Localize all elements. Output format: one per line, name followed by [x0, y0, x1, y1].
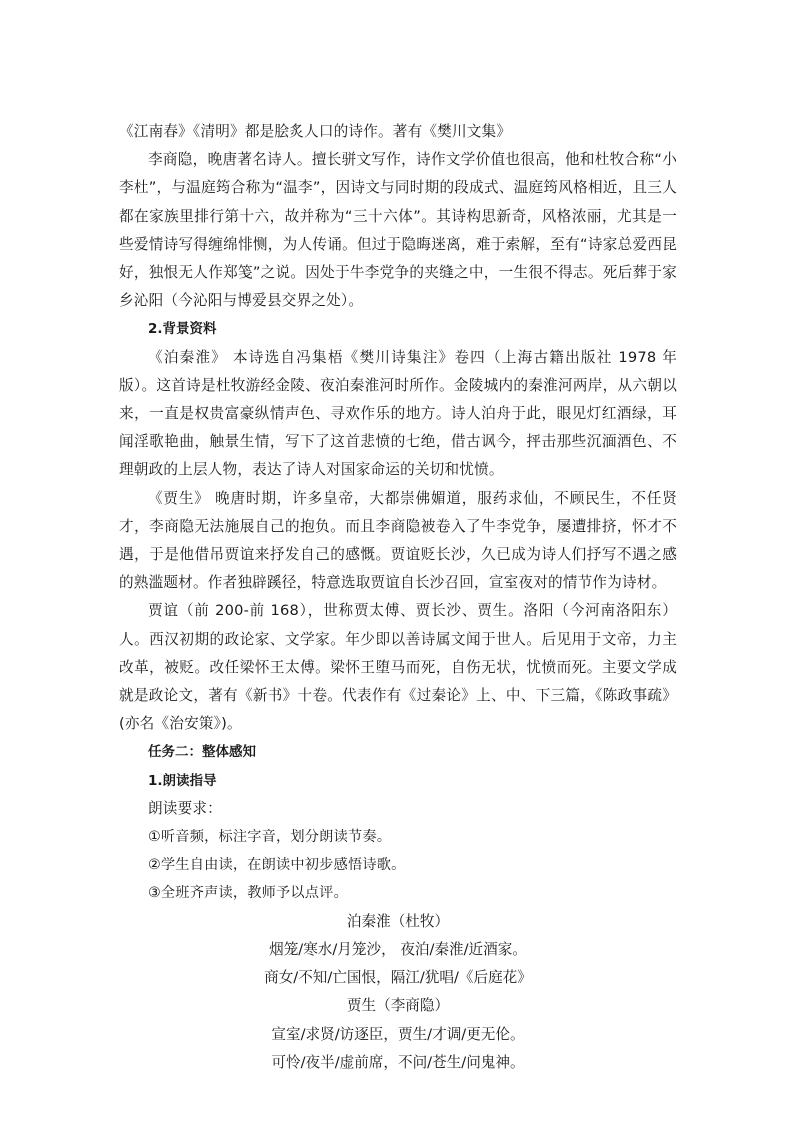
poem-title: 泊秦淮（杜牧） [346, 912, 450, 930]
heading-reading-guide: 1.朗读指导 [148, 772, 217, 789]
requirement-item: ②学生自由读，在朗读中初步感悟诗歌。 [148, 857, 406, 874]
poem-line: 烟笼/寒水/月笼沙， 夜泊/秦淮/近酒家。 [269, 940, 527, 958]
paragraph-jia-sheng-background: 《贾生》 晚唐时期，许多皇帝，大都崇佛媚道，服药求仙，不顾民生，不任贤才，李商隐无法施展自己的抱负。而且李商隐被卷入了牛李党争，屡遭排挤，怀才不遇，于是他借吊贾谊来抒发自己的感慨。贾谊贬长沙，久已成为诗人们抒写不遇之感的熟滥题材。作者独辟蹊径，特意选取贾谊自长沙召回，宣室夜对的情节作为诗材。 [119, 489, 677, 592]
document-body [119, 118, 677, 1077]
poem-line: 可怜/夜半/虚前席，不问/苍生/问鬼神。 [271, 1053, 525, 1071]
paragraph-bo-qinhuai-background: 《泊秦淮》 本诗选自冯集梧《樊川诗集注》卷四（上海古籍出版社 1978 年版）。这首诗是杜牧游经金陵、夜泊秦淮河时所作。金陵城内的秦淮河两岸，从六朝以来，一直是权贵富豪纵情声色、寻欢作乐的地方。诗人泊舟于此，眼见灯红酒绿，耳闻淫歌艳曲，触景生情，写下了这首悲愤的七绝，借古讽今，抨击那些沉湎酒色、不理朝政的上层人物，表达了诗人对国家命运的关切和忧愤。 [119, 348, 677, 479]
requirement-item: ①听音频，标注字音，划分朗读节奏。 [148, 829, 392, 846]
poem-line: 商女/不知/亡国恨，隔江/犹唱/《后庭花》 [264, 969, 532, 987]
requirement-item: ③全班齐声读，教师予以点评。 [148, 885, 348, 902]
poem-line: 宣室/求贤/访逐臣，贾生/才调/更无伦。 [271, 1025, 525, 1043]
reading-requirements-label: 朗读要求： [148, 799, 222, 817]
heading-task-two: 任务二：整体感知 [148, 744, 256, 761]
paragraph-jia-yi-bio: 贾谊（前 200-前 168），世称贾太傅、贾长沙、贾生。洛阳（今河南洛阳东）人。西汉初期的政论家、文学家。年少即以善诗属文闻于世人。后见用于文帝，力主改革，被贬。改任梁怀王太傅。梁怀王堕马而死，自伤无状，忧愤而死。主要文学成就是政论文，著有《新书》十卷。代表作有《过秦论》上、中、下三篇，《陈政事疏》(亦名《治安策》)。 [119, 602, 677, 733]
poem-title: 贾生（李商隐） [346, 997, 450, 1015]
paragraph-li-shangyin-bio: 李商隐，晚唐著名诗人。擅长骈文写作，诗作文学价值也很高，他和杜牧合称“小李杜”，与温庭筠合称为“温李”，因诗文与同时期的段成式、温庭筠风格相近，且三人都在家族里排行第十六，故并称为“三十六体”。其诗构思新奇，风格浓丽，尤其是一些爱情诗写得缠绵悱恻，为人传诵。但过于隐晦迷离，难于索解，至有“诗家总爱西昆好，独恨无人作郑笺”之说。因处于牛李党争的夹缝之中，一生很不得志。死后葬于家乡沁阳（今沁阳与博爱县交界之处）。 [119, 151, 677, 310]
paragraph-du-mu-works: 《江南春》《清明》都是脍炙人口的诗作。著有《樊川文集》 [119, 123, 512, 140]
heading-background: 2.背景资料 [148, 321, 217, 338]
